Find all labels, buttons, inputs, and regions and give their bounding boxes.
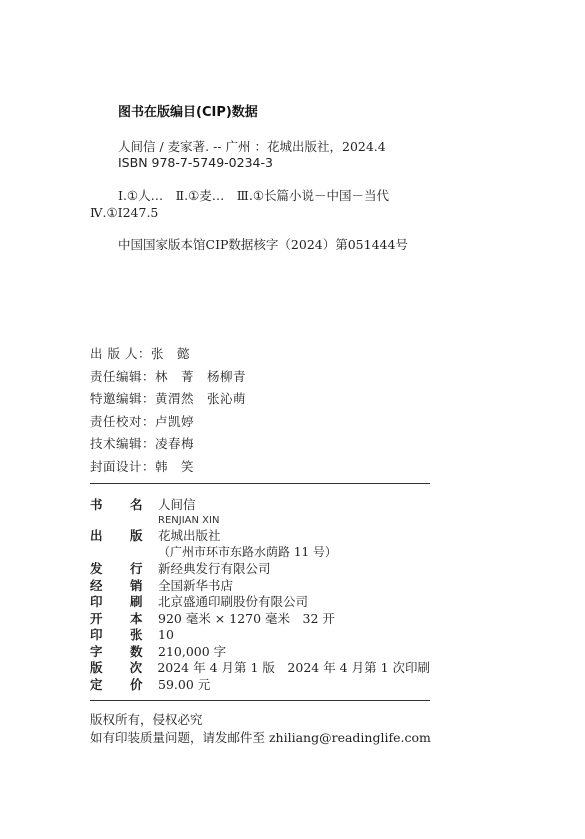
cip-classification-2: Ⅳ.①I247.5: [90, 205, 159, 220]
staff-role: 责任编辑：: [90, 368, 156, 384]
info-value: 人间信: [158, 497, 196, 512]
info-value: 2024 年 4 月第 1 版 2024 年 4 月第 1 次印刷: [157, 660, 430, 675]
info-key: 价: [130, 676, 143, 692]
cip-title: 图书在版编目(CIP)数据: [118, 105, 258, 120]
info-key: 印: [90, 594, 103, 609]
info-key: 发: [90, 561, 103, 576]
info-publisher-address: （广州市环市东路水荫路 11 号）: [158, 545, 337, 559]
staff-name: 林 菁 杨柳青: [155, 368, 247, 384]
info-row-publisher: [90, 528, 430, 545]
staff-name: 黄渭然 张沁萌: [155, 391, 247, 406]
staff-row-guest-editor: [90, 389, 390, 412]
staff-role: 出 版 人：: [90, 346, 151, 361]
cip-isbn: ISBN 978-7-5749-0234-3: [118, 155, 273, 170]
publication-info: [90, 497, 430, 693]
info-row-printer: [90, 594, 430, 611]
staff-name: 韩 笑: [155, 458, 195, 474]
info-key: 本: [130, 610, 143, 626]
info-key: 出: [90, 527, 103, 543]
cip-classification-1: Ⅰ.①人… Ⅱ.①麦… Ⅲ.①长篇小说－中国－当代: [118, 188, 390, 203]
rights-notice: 版权所有，侵权必究: [90, 712, 203, 727]
footer: [90, 711, 431, 747]
staff-role: 特邀编辑：: [90, 391, 156, 406]
cip-record-number: 中国国家版本馆CIP数据核字（2024）第051444号: [118, 237, 408, 252]
info-value: 10: [158, 627, 174, 642]
info-key: 刷: [130, 594, 143, 609]
staff-row-publisher: [90, 344, 390, 367]
info-value: 210,000 字: [158, 643, 227, 659]
info-key: 版: [130, 527, 143, 543]
staff-role: 技术编辑：: [90, 436, 156, 451]
staff-row-cover-design: [90, 457, 390, 480]
staff-row-proofreader: [90, 412, 390, 435]
divider-bottom: [90, 700, 430, 701]
info-key: 名: [130, 497, 143, 512]
info-row-format: [90, 611, 430, 628]
info-key: 定: [90, 676, 103, 692]
info-value: 新经典发行有限公司: [158, 561, 271, 576]
info-key: 书: [90, 497, 103, 512]
info-key: 张: [130, 627, 143, 642]
info-value: 北京盛通印刷股份有限公司: [158, 594, 309, 609]
info-row-price: [90, 677, 430, 694]
staff-row-editor: [90, 367, 390, 390]
info-key: 开: [90, 610, 103, 626]
info-value: 920 毫米 × 1270 毫米 32 开: [158, 610, 335, 626]
info-key: 印: [90, 627, 103, 642]
info-key: 字: [90, 643, 103, 659]
info-key: 次: [129, 660, 143, 675]
cip-bibliographic-line: 人间信 / 麦家著. -- 广州 ：花城出版社，2024.4: [118, 139, 386, 154]
staff-name: 卢凯婷: [155, 413, 195, 429]
info-row-word-count: [90, 644, 430, 661]
info-row-distributor: [90, 561, 430, 578]
info-value: 59.00 元: [158, 676, 211, 692]
info-value: 花城出版社: [158, 527, 221, 543]
info-row-title: [90, 497, 430, 514]
quality-contact: 如有印装质量问题，请发邮件至 zhiliang@readinglife.com: [90, 730, 431, 745]
info-row-sheets: [90, 627, 430, 644]
info-row-seller: [90, 578, 430, 595]
info-key: 数: [130, 643, 143, 659]
staff-name: 张 懿: [150, 346, 190, 361]
info-key: 版: [90, 660, 103, 675]
staff-name: 凌春梅: [155, 436, 195, 451]
info-key: 经: [90, 577, 103, 593]
divider-top: [90, 483, 430, 484]
info-key: 行: [130, 561, 143, 576]
info-title-pinyin: RENJIAN XIN: [158, 514, 220, 526]
staff-list: [90, 344, 390, 479]
info-value: 全国新华书店: [158, 577, 234, 593]
info-key: 销: [130, 577, 143, 593]
staff-row-tech-editor: [90, 434, 390, 457]
info-row-edition: [90, 660, 430, 677]
staff-role: 责任校对：: [90, 413, 156, 429]
staff-role: 封面设计：: [90, 458, 156, 474]
